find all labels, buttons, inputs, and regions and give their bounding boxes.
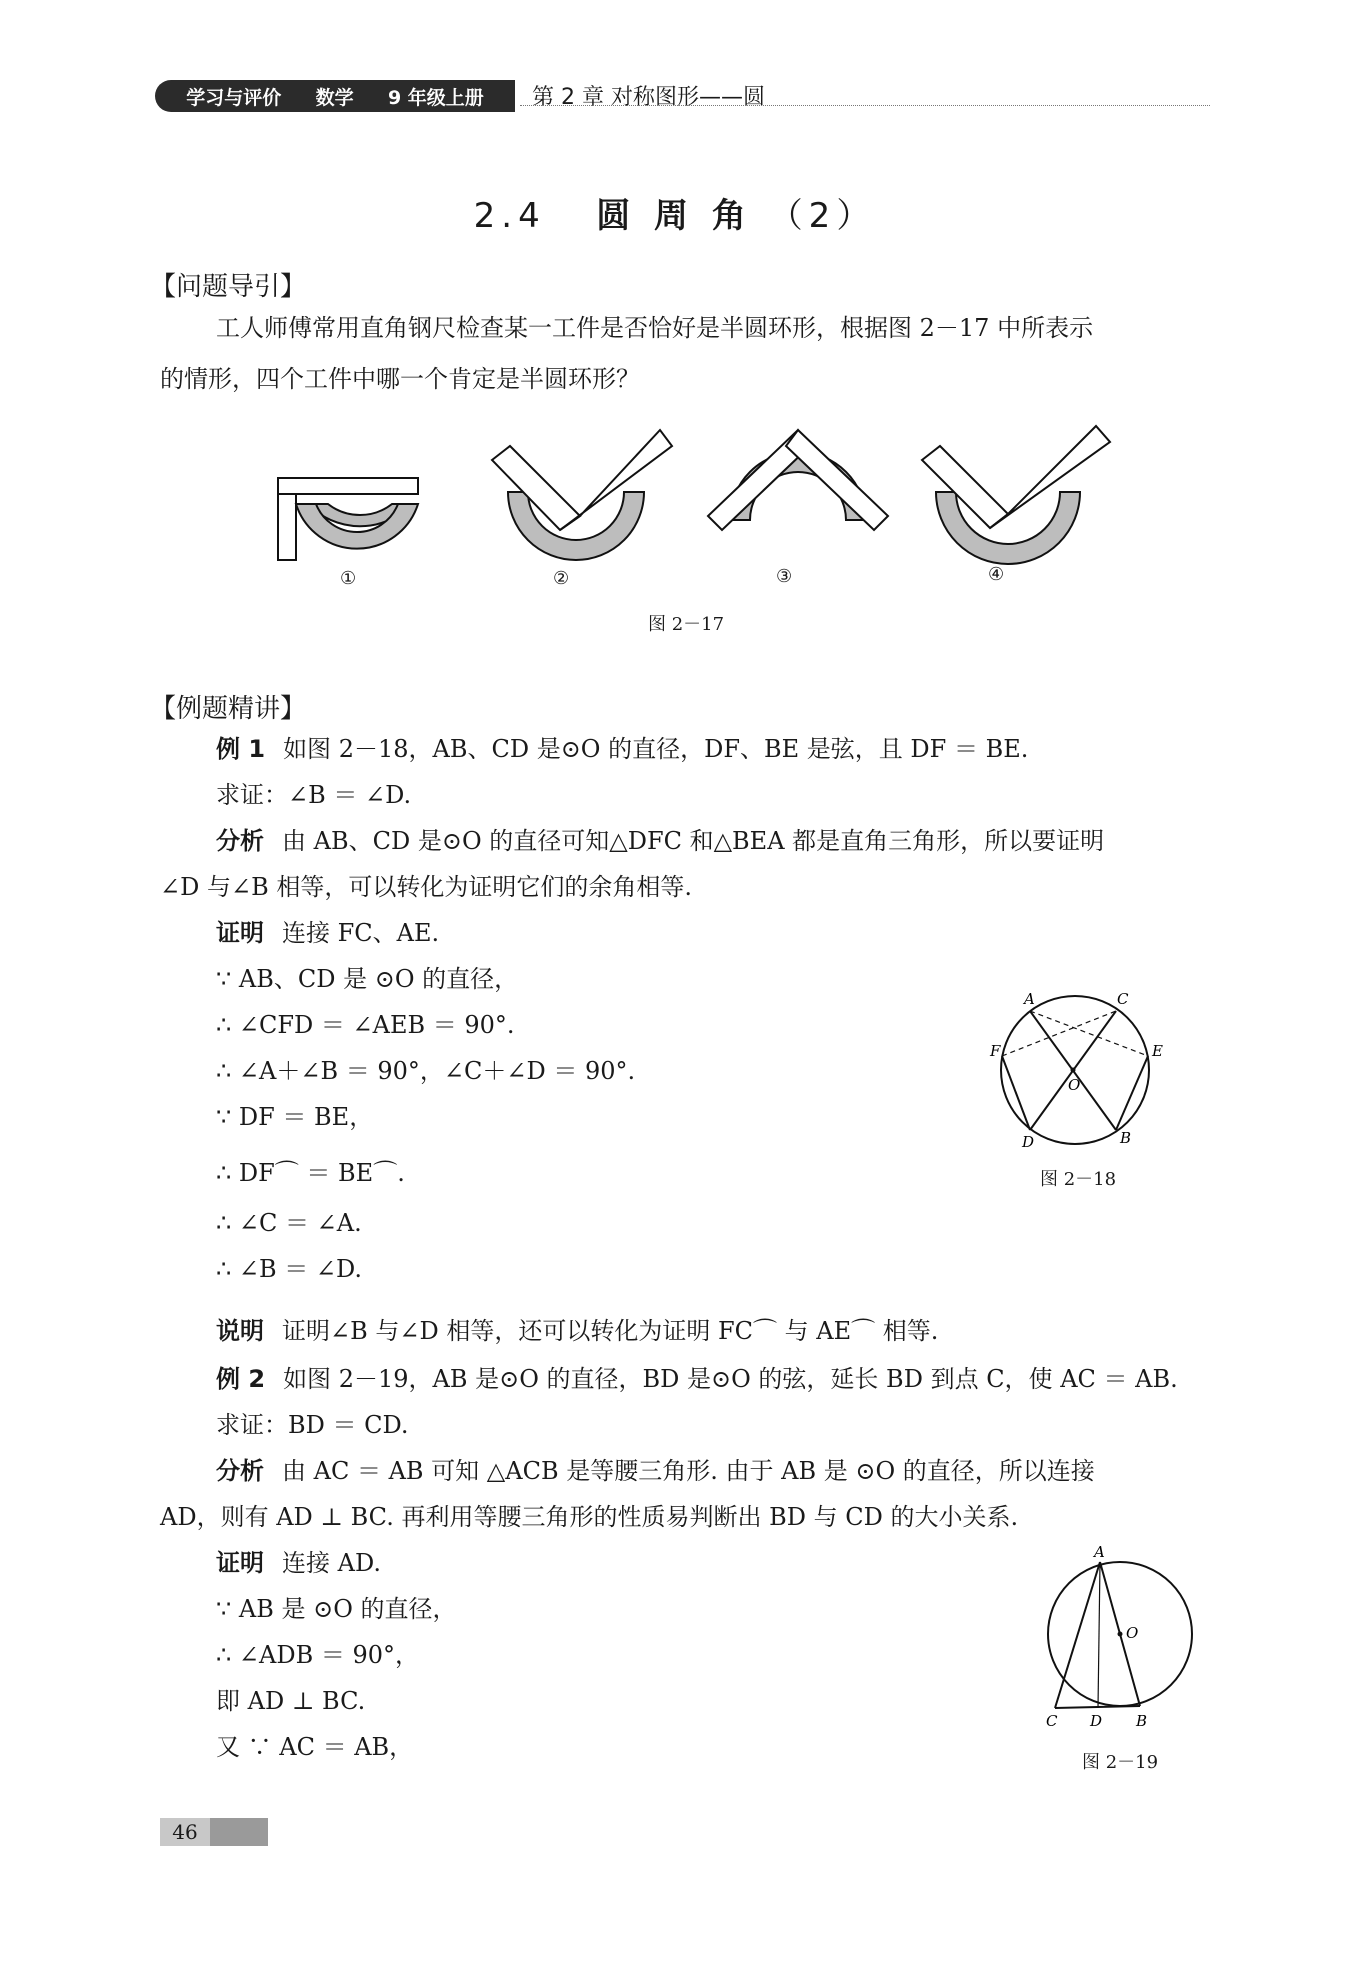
ex2-step-4: 又 ∵ AC ＝ AB， — [216, 1733, 414, 1761]
ex1-analysis-1: 由 AB、CD 是⊙O 的直径可知△DFC 和△BEA 都是直角三角形，所以要证明 — [282, 827, 1105, 855]
workpiece-3 — [708, 430, 888, 530]
ex1-note-label: 说明 — [216, 1317, 264, 1345]
ex1-statement — [216, 726, 1028, 772]
header-rule — [520, 105, 1210, 106]
guide-heading: 【问题导引】 — [150, 272, 307, 302]
guide-paragraph-1: 工人师傅常用直角钢尺检查某一工件是否恰好是半圆环形，根据图 2－17 中所表示 — [216, 314, 1094, 342]
ex1-step-6: ∴ ∠C ＝ ∠A. — [216, 1209, 362, 1237]
fig18-point-d: D — [1022, 1133, 1035, 1150]
header-chapter: 第 2 章 对称图形——圆 — [532, 85, 765, 110]
fig17-caption: 图 2－17 — [648, 614, 725, 635]
fig18-point-e: E — [1152, 1042, 1163, 1060]
ex2-step-1: ∵ AB 是 ⊙O 的直径， — [216, 1595, 457, 1623]
fig19-line-ac — [1055, 1562, 1100, 1708]
title-number: 2.4 — [473, 196, 546, 236]
title-text: 圆 周 角 — [596, 196, 752, 236]
fig17-label-4: ④ — [988, 564, 1005, 585]
fig17-label-3: ③ — [776, 566, 793, 587]
ex2-statement — [216, 1356, 1178, 1402]
workpiece-4 — [922, 426, 1110, 564]
ex1-proof-0: 连接 FC、AE. — [282, 919, 440, 947]
header-subject: 数学 — [315, 86, 354, 109]
ex1-step-4: ∵ DF ＝ BE， — [216, 1103, 374, 1131]
header-book: 学习与评价 — [186, 86, 282, 109]
ex1-analysis — [216, 818, 1104, 864]
ex1-label: 例 1 — [216, 735, 266, 763]
guide-paragraph-2: 的情形，四个工件中哪一个肯定是半圆环形？ — [160, 365, 640, 393]
fig18-point-b: B — [1120, 1129, 1132, 1147]
fig18-point-o: O — [1068, 1076, 1081, 1094]
ex1-step-7: ∴ ∠B ＝ ∠D. — [216, 1255, 363, 1283]
section-title — [0, 188, 1350, 237]
fig19-point-b: B — [1136, 1712, 1148, 1730]
fig19-point-d: D — [1090, 1712, 1103, 1730]
page-number: 46 — [160, 1818, 210, 1846]
ex1-analysis-2: ∠D 与∠B 相等，可以转化为证明它们的余角相等. — [160, 873, 692, 901]
examples-heading: 【例题精讲】 — [150, 694, 307, 724]
fig18-line-be — [1116, 1056, 1148, 1130]
fig19-point-o: O — [1126, 1624, 1139, 1642]
ex2-analysis-1: 由 AC ＝ AB 可知 △ACB 是等腰三角形. 由于 AB 是 ⊙O 的直径，所以连接 — [282, 1457, 1095, 1485]
ex2-stmt: 如图 2－19，AB 是⊙O 的直径，BD 是⊙O 的弦，延长 BD 到点 C，使 AC ＝ AB. — [283, 1365, 1178, 1393]
fig18-point-c: C — [1117, 990, 1129, 1008]
ex1-prove: 求证：∠B ＝ ∠D. — [216, 781, 412, 809]
header-badge — [155, 80, 515, 112]
ex2-proof-label: 证明 — [216, 1549, 264, 1577]
ex2-prove: 求证：BD ＝ CD. — [216, 1411, 409, 1439]
workpiece-2 — [492, 430, 672, 560]
fig18-point-f: F — [990, 1042, 1001, 1060]
ex2-step-2: ∴ ∠ADB ＝ 90°， — [216, 1641, 420, 1669]
figure-2-18 — [980, 970, 1170, 1150]
ex1-proof-label: 证明 — [216, 919, 264, 947]
ex2-proof-0: 连接 AD. — [282, 1549, 381, 1577]
fig19-point-a: A — [1094, 1543, 1105, 1561]
fig18-caption: 图 2－18 — [1040, 1169, 1117, 1190]
ex1-step-3: ∴ ∠A＋∠B ＝ 90°，∠C＋∠D ＝ 90°. — [216, 1057, 636, 1085]
ex1-note-text: 证明∠B 与∠D 相等，还可以转化为证明 FC⌒ 与 AE⌒ 相等. — [282, 1317, 939, 1345]
fig18-point-a: A — [1024, 990, 1035, 1008]
ex1-step-5: ∴ DF⌒ ＝ BE⌒. — [216, 1159, 405, 1187]
ex1-step-1: ∵ AB、CD 是 ⊙O 的直径， — [216, 965, 519, 993]
ex1-step-2: ∴ ∠CFD ＝ ∠AEB ＝ 90°. — [216, 1011, 515, 1039]
ex2-step-3: 即 AD ⊥ BC. — [216, 1687, 366, 1715]
title-part: （2） — [768, 196, 877, 236]
ex1-proof — [216, 910, 439, 956]
ex2-analysis — [216, 1448, 1095, 1494]
fig19-caption: 图 2－19 — [1082, 1752, 1159, 1773]
header-grade: 9 年级上册 — [387, 86, 484, 109]
page-number-bar — [160, 1818, 268, 1846]
fig17-label-2: ② — [553, 568, 570, 589]
ex1-stmt: 如图 2－18，AB、CD 是⊙O 的直径，DF、BE 是弦，且 DF ＝ BE. — [283, 735, 1029, 763]
figure-2-19 — [1030, 1542, 1210, 1732]
fig19-point-c: C — [1046, 1712, 1058, 1730]
ex2-analysis-2: AD，则有 AD ⊥ BC. 再利用等腰三角形的性质易判断出 BD 与 CD 的大小关系. — [160, 1503, 1019, 1531]
fig17-label-1: ① — [340, 568, 357, 589]
ex1-analysis-label: 分析 — [216, 827, 264, 855]
ex1-note — [216, 1308, 938, 1354]
ex2-analysis-label: 分析 — [216, 1457, 264, 1485]
ex2-label: 例 2 — [216, 1365, 266, 1393]
fig18-line-df — [1002, 1056, 1030, 1130]
ex2-proof — [216, 1540, 381, 1586]
fig19-line-ad — [1098, 1562, 1100, 1708]
workpiece-1 — [278, 478, 418, 560]
